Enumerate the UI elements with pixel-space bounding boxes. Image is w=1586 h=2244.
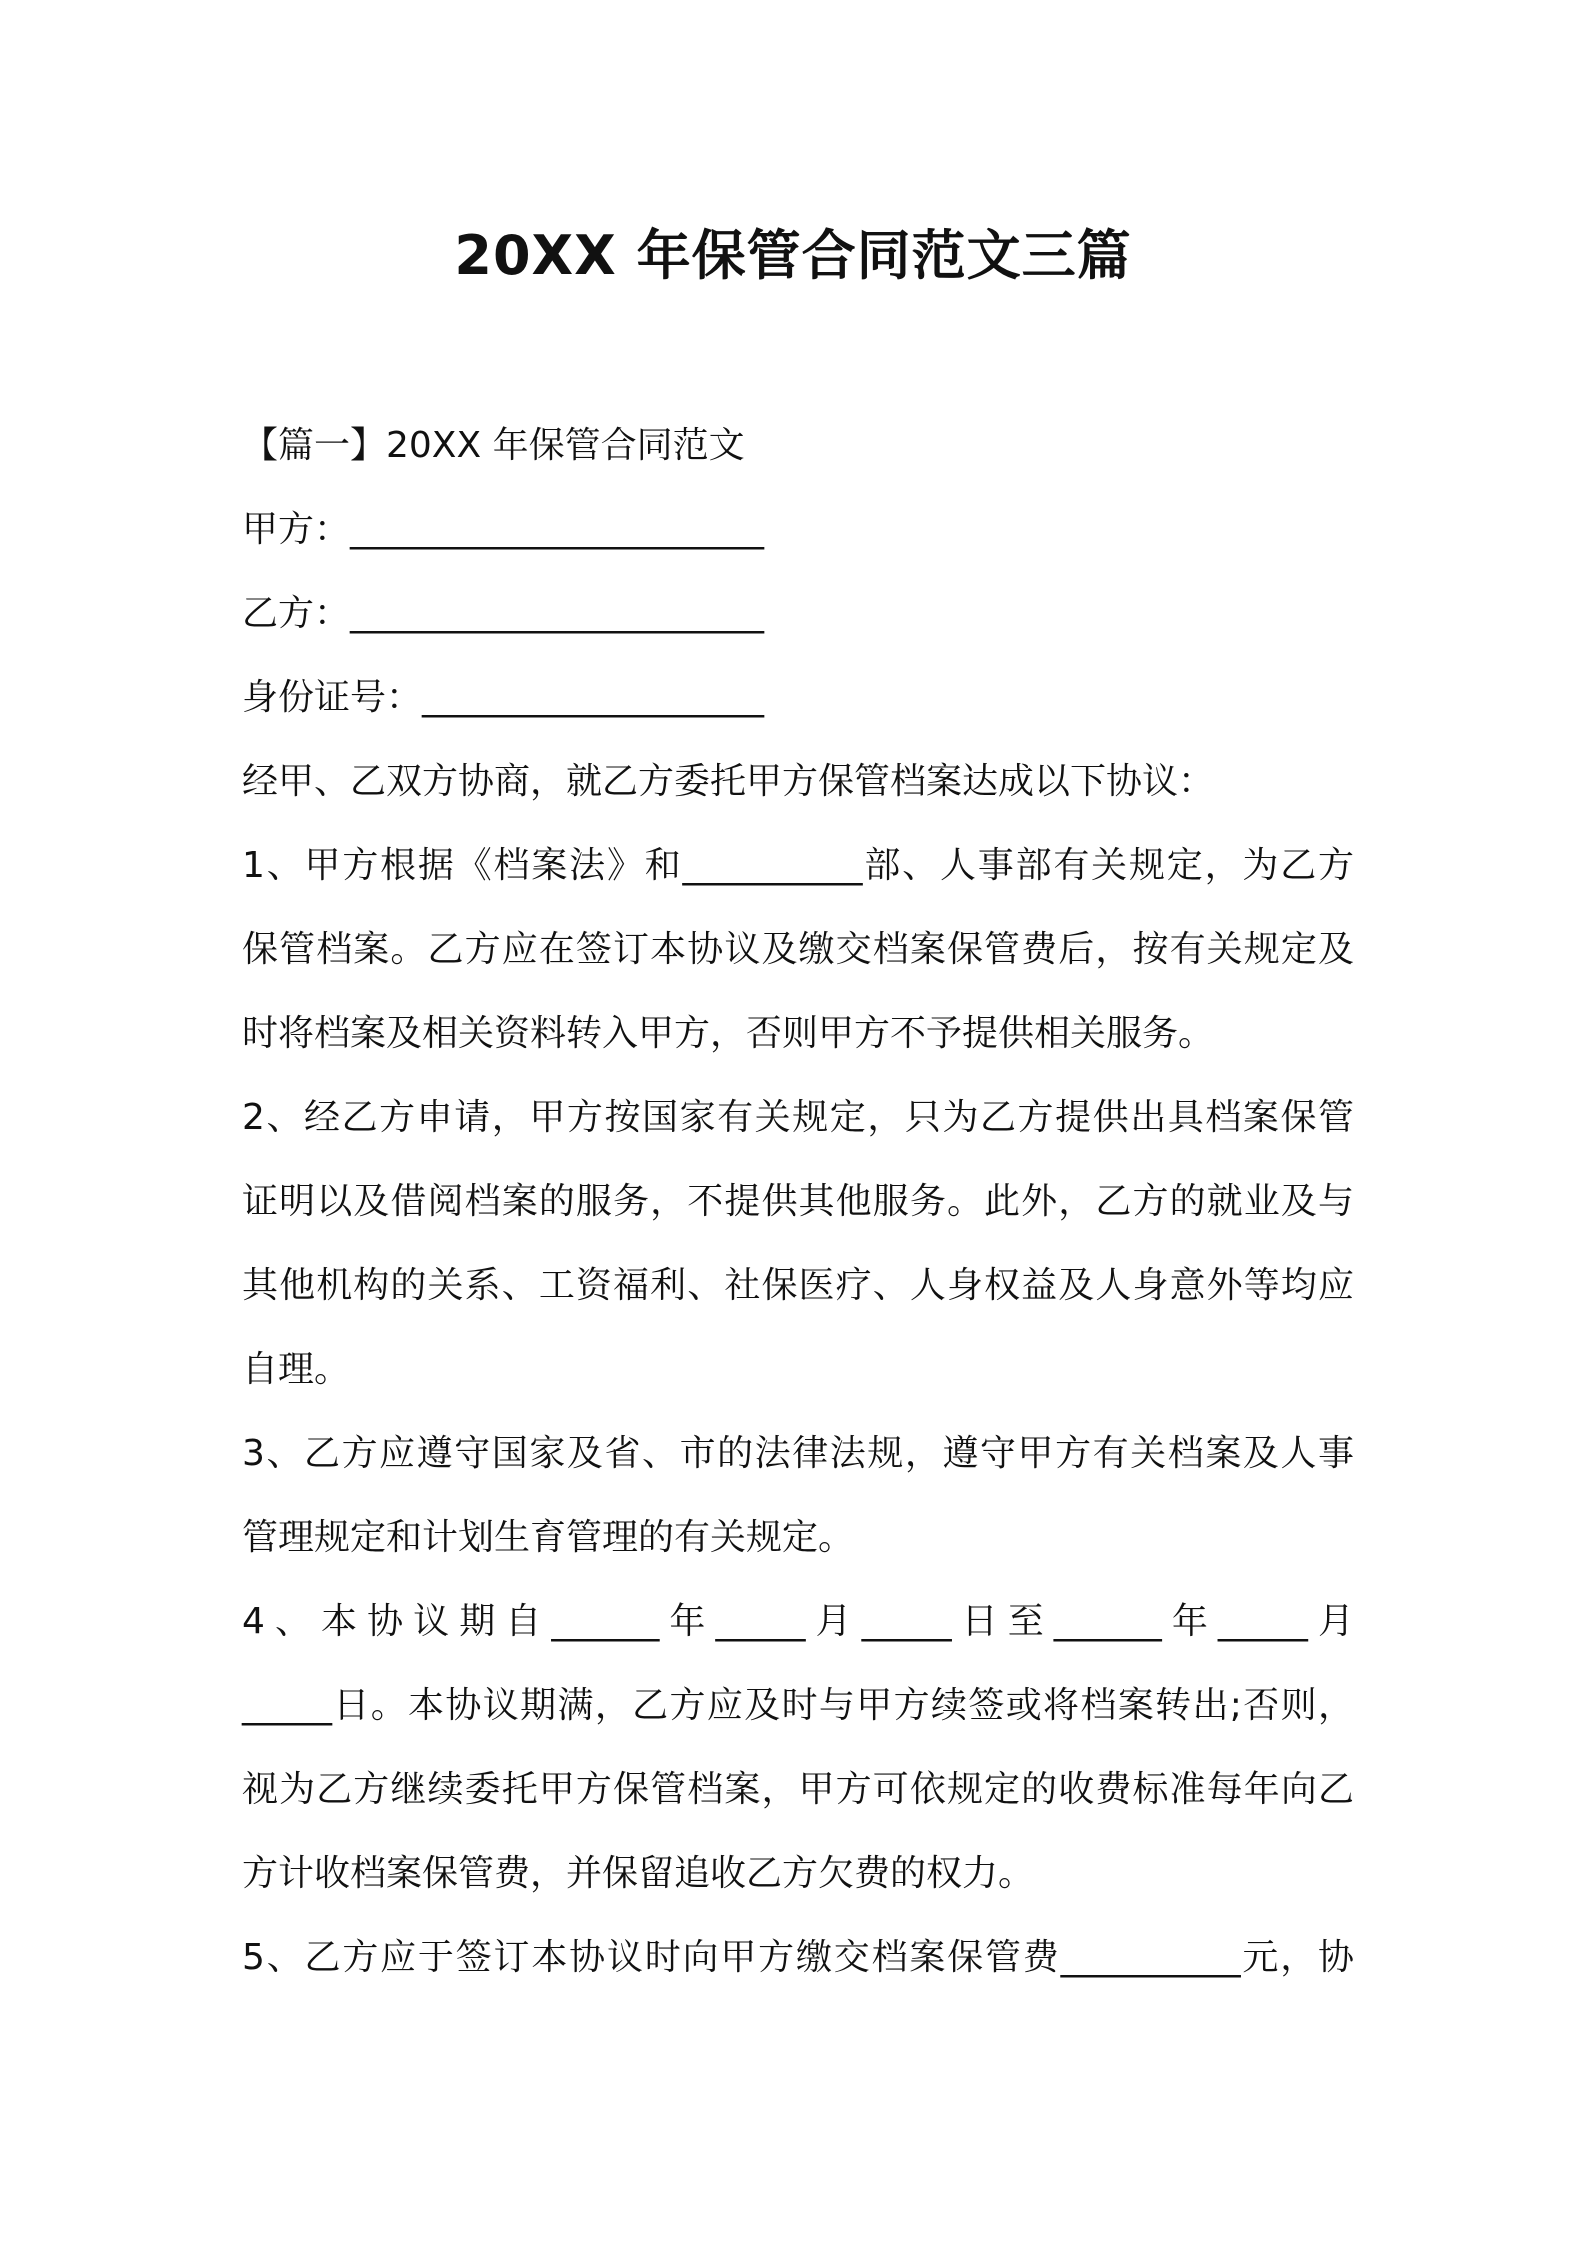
clause-4-line-4: 方计收档案保管费，并保留追收乙方欠费的权力。: [242, 1853, 1035, 1894]
document-body: [242, 404, 1354, 2000]
clause-4-line-3: 视为乙方继续委托甲方保管档案，甲方可依规定的收费标准每年向乙: [242, 1769, 1354, 1810]
clause-2-line-3: 其他机构的关系、工资福利、社保医疗、人身权益及人身意外等均应: [242, 1265, 1354, 1306]
clause-4-line-1: 4、本协议期自______年_____月_____日至______年_____月: [242, 1601, 1354, 1642]
clause-2-line-2: 证明以及借阅档案的服务，不提供其他服务。此外，乙方的就业及与: [242, 1181, 1354, 1222]
intro-paragraph: 经甲、乙双方协商，就乙方委托甲方保管档案达成以下协议：: [242, 761, 1215, 802]
clause-4-line-2: _____日。本协议期满，乙方应及时与甲方续签或将档案转出;否则，: [242, 1685, 1354, 1726]
clause-2-line-1: 2、经乙方申请，甲方按国家有关规定，只为乙方提供出具档案保管: [242, 1097, 1354, 1138]
clause-3-line-2: 管理规定和计划生育管理的有关规定。: [242, 1517, 855, 1558]
clause-1-line-3: 时将档案及相关资料转入甲方，否则甲方不予提供相关服务。: [242, 1013, 1215, 1054]
clause-3-line-1: 3、乙方应遵守国家及省、市的法律法规，遵守甲方有关档案及人事: [242, 1433, 1354, 1474]
clause-1-line-1: 1、甲方根据《档案法》和__________部、人事部有关规定，为乙方: [242, 845, 1354, 886]
document-title: 20XX 年保管合同范文三篇: [454, 224, 1132, 287]
clause-2-line-4: 自理。: [242, 1349, 351, 1390]
id-number-field: 身份证号：___________________: [242, 677, 765, 718]
section-heading: 【篇一】20XX 年保管合同范文: [242, 425, 745, 466]
party-b-field: 乙方：_______________________: [242, 593, 765, 634]
clause-1-line-2: 保管档案。乙方应在签订本协议及缴交档案保管费后，按有关规定及: [242, 929, 1354, 970]
party-a-field: 甲方：_______________________: [242, 509, 765, 550]
clause-5-line-1: 5、乙方应于签订本协议时向甲方缴交档案保管费__________元，协: [242, 1937, 1354, 1978]
